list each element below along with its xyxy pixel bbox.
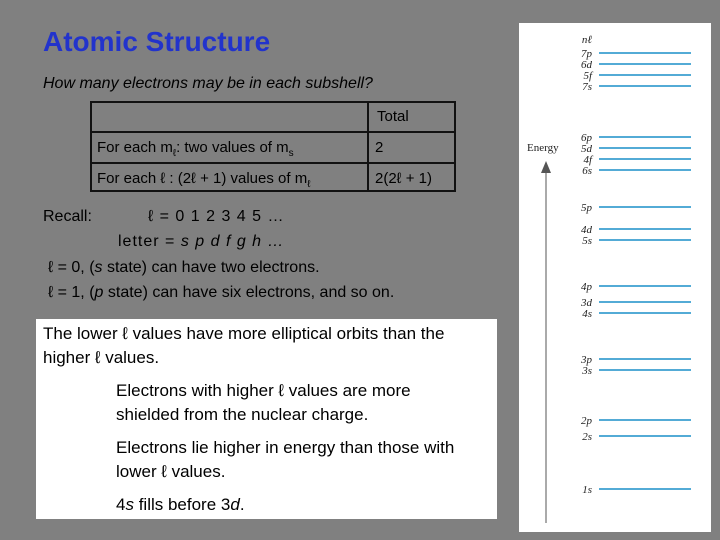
- notes-panel: [36, 319, 497, 519]
- energy-level-label: 7p: [581, 48, 592, 60]
- energy-level-label: 6p: [581, 132, 592, 144]
- note-elliptical-orbits: The lower ℓ values have more elliptical orbits than the higher ℓ values.: [43, 324, 445, 367]
- energy-header-label: nℓ: [581, 34, 592, 46]
- recall-note-p: ℓ = 1, (p state) can have six electrons, and so on.: [48, 284, 395, 301]
- energy-level-label: 3p: [581, 354, 592, 366]
- energy-level-label: 4f: [583, 154, 592, 166]
- energy-level-label: 4d: [581, 224, 592, 236]
- energy-diagram-svg: [519, 23, 711, 532]
- recall-note-s: ℓ = 0, (s state) can have two electrons.: [48, 259, 320, 276]
- table-header-total: Total: [377, 108, 409, 125]
- energy-level-label: 2s: [582, 431, 592, 443]
- energy-level-label: 1s: [582, 484, 592, 496]
- table-row-2-total: 2(2ℓ + 1): [375, 170, 432, 187]
- energy-axis-arrowhead: [541, 161, 551, 173]
- energy-level-label: 7s: [582, 81, 592, 93]
- energy-level-label: 3d: [581, 297, 592, 309]
- energy-level-label: 5f: [583, 70, 592, 82]
- table-divider: [92, 162, 454, 164]
- recall-letters: letter = s p d f g h …: [118, 233, 285, 250]
- note-shielding: Electrons with higher ℓ values are more shielded from the nuclear charge.: [116, 381, 411, 424]
- recall-l-values: ℓ = 0 1 2 3 4 5 …: [148, 208, 285, 225]
- energy-level-label: 4s: [582, 308, 592, 320]
- energy-level-label: 5d: [581, 143, 592, 155]
- energy-axis-label: Energy: [527, 142, 559, 154]
- table-row-1-total: 2: [375, 139, 384, 156]
- table-divider: [92, 131, 454, 133]
- energy-level-label: 4p: [581, 281, 592, 293]
- note-energy: Electrons lie higher in energy than those with lower ℓ values.: [116, 438, 455, 481]
- table-row-2-label: For each ℓ : (2ℓ + 1) values of $m_\ell$: [97, 170, 311, 190]
- energy-level-label: 3s: [582, 365, 592, 377]
- page-subtitle: How many electrons may be in each subshell?: [43, 75, 373, 92]
- energy-level-label: 6d: [581, 59, 592, 71]
- table-row-1-label: For each $m_\ell$: two values of $m_s$: [97, 139, 294, 159]
- subshell-table: [90, 101, 456, 192]
- energy-level-label: 5s: [582, 235, 592, 247]
- energy-level-label: 5p: [581, 202, 592, 214]
- energy-level-diagram: [519, 23, 711, 532]
- energy-level-label: 6s: [582, 165, 592, 177]
- page-title: Atomic Structure: [43, 26, 271, 57]
- energy-level-label: 2p: [581, 415, 592, 427]
- note-fill-order: 4s fills before 3d.: [116, 495, 245, 514]
- table-divider: [367, 103, 369, 190]
- recall-label: Recall:: [43, 208, 92, 225]
